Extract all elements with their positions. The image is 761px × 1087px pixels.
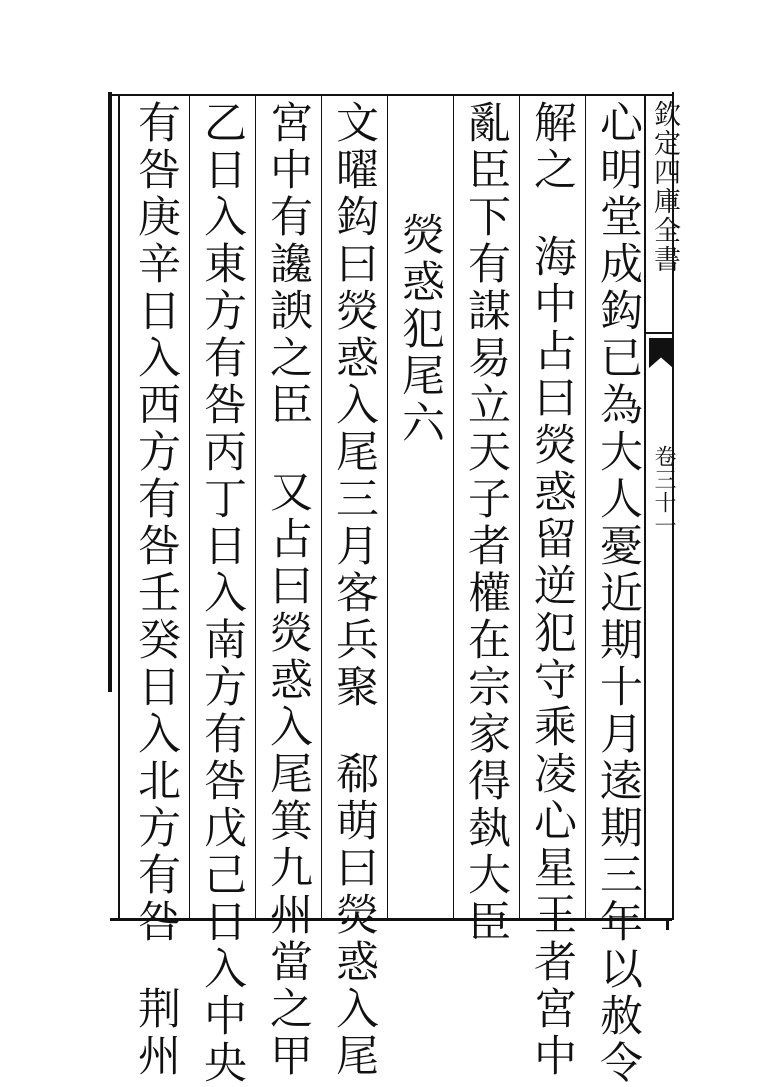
column-divider: [519, 96, 520, 918]
text-column-3: [458, 100, 514, 946]
page-corner-mark: [666, 920, 669, 930]
column-text-2: 又占曰熒惑入尾箕九州當之甲: [263, 469, 313, 1080]
margin-separator: [645, 332, 672, 334]
fish-tail-mark: [649, 338, 673, 368]
column-text: 亂臣下有謀易立天子者權在宗家得埶大臣: [461, 100, 511, 946]
column-divider: [321, 96, 322, 918]
column-text-2: 郗萌曰熒惑入尾: [329, 751, 379, 1080]
text-column-8: [128, 100, 184, 1080]
column-divider: [453, 96, 454, 918]
margin-book-title: 欽定四庫全書: [649, 100, 680, 274]
column-divider: [189, 96, 190, 918]
margin-volume-number: 卷三十一: [651, 445, 676, 537]
column-lead-text: 解之: [527, 100, 577, 194]
column-divider: [585, 96, 586, 918]
text-column-1: [590, 100, 646, 1087]
text-column-2: [524, 100, 580, 1080]
text-column-5: [326, 100, 382, 1080]
column-text: 有咎庚辛日入西方有咎壬癸日入北方有咎: [131, 100, 181, 946]
left-border-outer: [108, 92, 112, 692]
column-text: 乙日入東方有咎丙丁日入南方有咎戊己日入中央: [197, 100, 247, 1087]
text-column-6: [260, 100, 316, 1080]
section-heading: 熒惑犯尾六: [395, 212, 445, 447]
top-border: [112, 94, 672, 96]
column-divider: [387, 96, 388, 918]
column-text: 文曜鈎曰熒惑入尾三月客兵聚: [329, 100, 379, 711]
column-text-2: 荆州: [131, 986, 181, 1080]
column-text: 宮中有讒諛之臣: [263, 100, 313, 429]
column-text: 海中占曰熒惑留逆犯守乘凌心星王者宮中: [527, 234, 577, 1080]
column-divider: [255, 96, 256, 918]
section-heading-column: [392, 212, 448, 1032]
text-column-7: [194, 100, 250, 1087]
column-text: 心明堂成鈎已為大人憂近期十月逺期三年以赦令: [593, 100, 643, 1087]
left-border-inner: [118, 96, 120, 920]
